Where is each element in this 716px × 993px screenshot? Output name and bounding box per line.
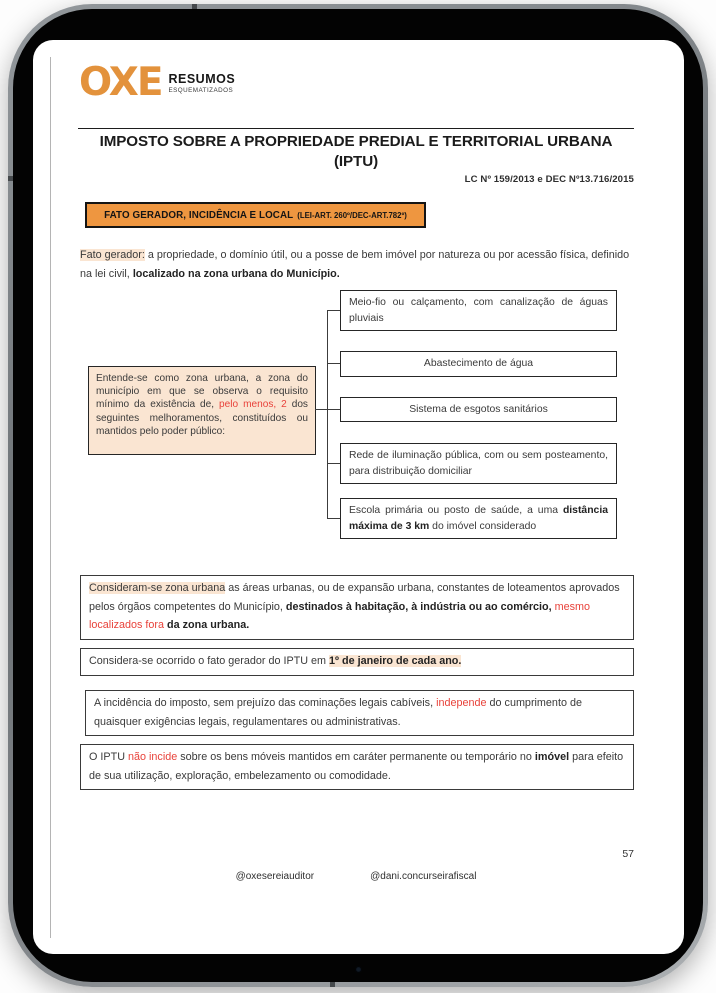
page-edge-line bbox=[50, 57, 51, 938]
tablet-bezel bbox=[13, 9, 703, 982]
diagram-connector-stub-4 bbox=[327, 463, 340, 464]
requirement-text bbox=[349, 402, 608, 417]
text-segment: Sistema de esgotos sanitários bbox=[409, 403, 548, 415]
logo-resumos: RESUMOS bbox=[168, 72, 236, 86]
intro-paragraph bbox=[80, 246, 637, 284]
footer-handles bbox=[78, 871, 634, 882]
text-segment: localizado na zona urbana do Município. bbox=[132, 268, 340, 281]
text-segment: Considera-se ocorrido o fato gerador do IPTU em bbox=[89, 655, 330, 667]
text-segment: pelo menos, 2 bbox=[219, 399, 287, 411]
tablet-frame bbox=[8, 4, 708, 987]
text-segment: Fato gerador: bbox=[80, 249, 145, 261]
text-segment: sobre os bens móveis mantidos em caráter permanente ou temporário no bbox=[177, 751, 535, 763]
section-badge-ref: (LEI-ART. 260º/DEC-ART.782º) bbox=[297, 210, 407, 220]
text-segment: Rede de iluminação pública, com ou sem posteamento, para distribuição domiciliar bbox=[349, 450, 608, 477]
requirement-box-meio-fio bbox=[340, 290, 617, 331]
text-segment: a propriedade, o domínio útil, ou a posse de bem imóvel por natureza ou por acessão física, definido na lei civil, bbox=[80, 249, 630, 281]
page-title-line1: IMPOSTO SOBRE A PROPRIEDADE PREDIAL E TERRITORIAL URBANA bbox=[99, 133, 613, 150]
instagram-handle-2: @dani.concurseirafiscal bbox=[370, 871, 477, 882]
text-segment: imóvel bbox=[534, 751, 570, 763]
diagram-connector-stub-5 bbox=[327, 518, 340, 519]
requirement-box-iluminacao bbox=[340, 443, 617, 484]
text-segment: Abastecimento de água bbox=[423, 358, 534, 370]
text-segment: 1º de janeiro de cada ano. bbox=[329, 655, 462, 667]
requirement-text bbox=[349, 295, 608, 325]
note-zona-urbana-expansao bbox=[80, 575, 634, 640]
requirement-box-abastecimento bbox=[340, 351, 617, 377]
diagram-definition-box bbox=[88, 366, 316, 455]
diagram-connector-vertical bbox=[327, 310, 328, 519]
diagram-connector-main bbox=[315, 409, 340, 410]
note-nao-incidencia bbox=[80, 744, 634, 790]
antenna-line-bottom bbox=[330, 982, 335, 987]
text-segment: não incide bbox=[128, 751, 178, 763]
title-rule bbox=[78, 128, 634, 129]
front-camera-icon bbox=[355, 966, 362, 973]
requirement-text bbox=[349, 356, 608, 371]
text-segment: do cumprimento de quaisquer exigências legais, regulamentares ou administrativas. bbox=[94, 697, 582, 728]
note-incidencia-independe bbox=[85, 690, 634, 736]
text-segment: Escola primária ou posto de saúde, a uma bbox=[349, 505, 563, 517]
text-segment: Consideram-se zona urbana bbox=[89, 582, 226, 594]
logo-oxe: OXE bbox=[79, 60, 162, 105]
note-fato-gerador-data bbox=[80, 648, 634, 676]
text-segment: A incidência do imposto, sem prejuízo das cominações legais cabíveis, bbox=[94, 697, 437, 709]
text-segment: para efeito de sua utilização, exploração, embelezamento ou comodidade. bbox=[89, 751, 624, 782]
diagram-connector-stub-2 bbox=[327, 363, 340, 364]
text-segment: as áreas urbanas, ou de expansão urbana, constantes de loteamentos aprovados pelos órgãos competentes do Município, bbox=[89, 582, 620, 613]
requirement-text bbox=[349, 448, 608, 478]
page-title-line2: (IPTU) bbox=[333, 152, 379, 170]
text-segment: independe bbox=[436, 697, 487, 709]
text-segment: Entende-se como zona urbana, a zona do município em que se observa o requisito mínimo da existência de, bbox=[96, 373, 308, 411]
page-number: 57 bbox=[622, 848, 634, 860]
text-segment: mesmo localizados fora bbox=[89, 600, 591, 632]
page-title bbox=[78, 132, 634, 171]
text-segment: do imóvel considerado bbox=[429, 520, 537, 532]
section-badge-label: FATO GERADOR, INCIDÊNCIA E LOCAL bbox=[104, 209, 294, 221]
law-reference: LC Nº 159/2013 e DEC Nº13.716/2015 bbox=[464, 174, 634, 185]
instagram-handle-1: @oxesereiauditor bbox=[235, 871, 315, 882]
brand-logo bbox=[79, 60, 236, 105]
text-segment: distância máxima de 3 km bbox=[349, 505, 608, 532]
text-segment: O IPTU bbox=[89, 751, 128, 763]
diagram-connector-stub-1 bbox=[327, 310, 340, 311]
text-segment: destinados à habitação, à indústria ou ao comércio, bbox=[285, 600, 552, 613]
text-segment: da zona urbana. bbox=[167, 619, 250, 632]
text-segment: Meio-fio ou calçamento, com canalização de águas pluviais bbox=[349, 297, 608, 324]
text-segment: dos seguintes melhoramentos, constituídos ou mantidos pelo poder público: bbox=[96, 399, 308, 437]
requirement-box-esgotos bbox=[340, 397, 617, 422]
logo-text-block bbox=[168, 72, 235, 94]
logo-esquematizados: ESQUEMATIZADOS bbox=[168, 87, 234, 94]
requirement-box-escola bbox=[340, 498, 617, 539]
document-page bbox=[33, 40, 684, 954]
section-badge bbox=[85, 202, 426, 228]
requirement-text bbox=[349, 503, 608, 533]
